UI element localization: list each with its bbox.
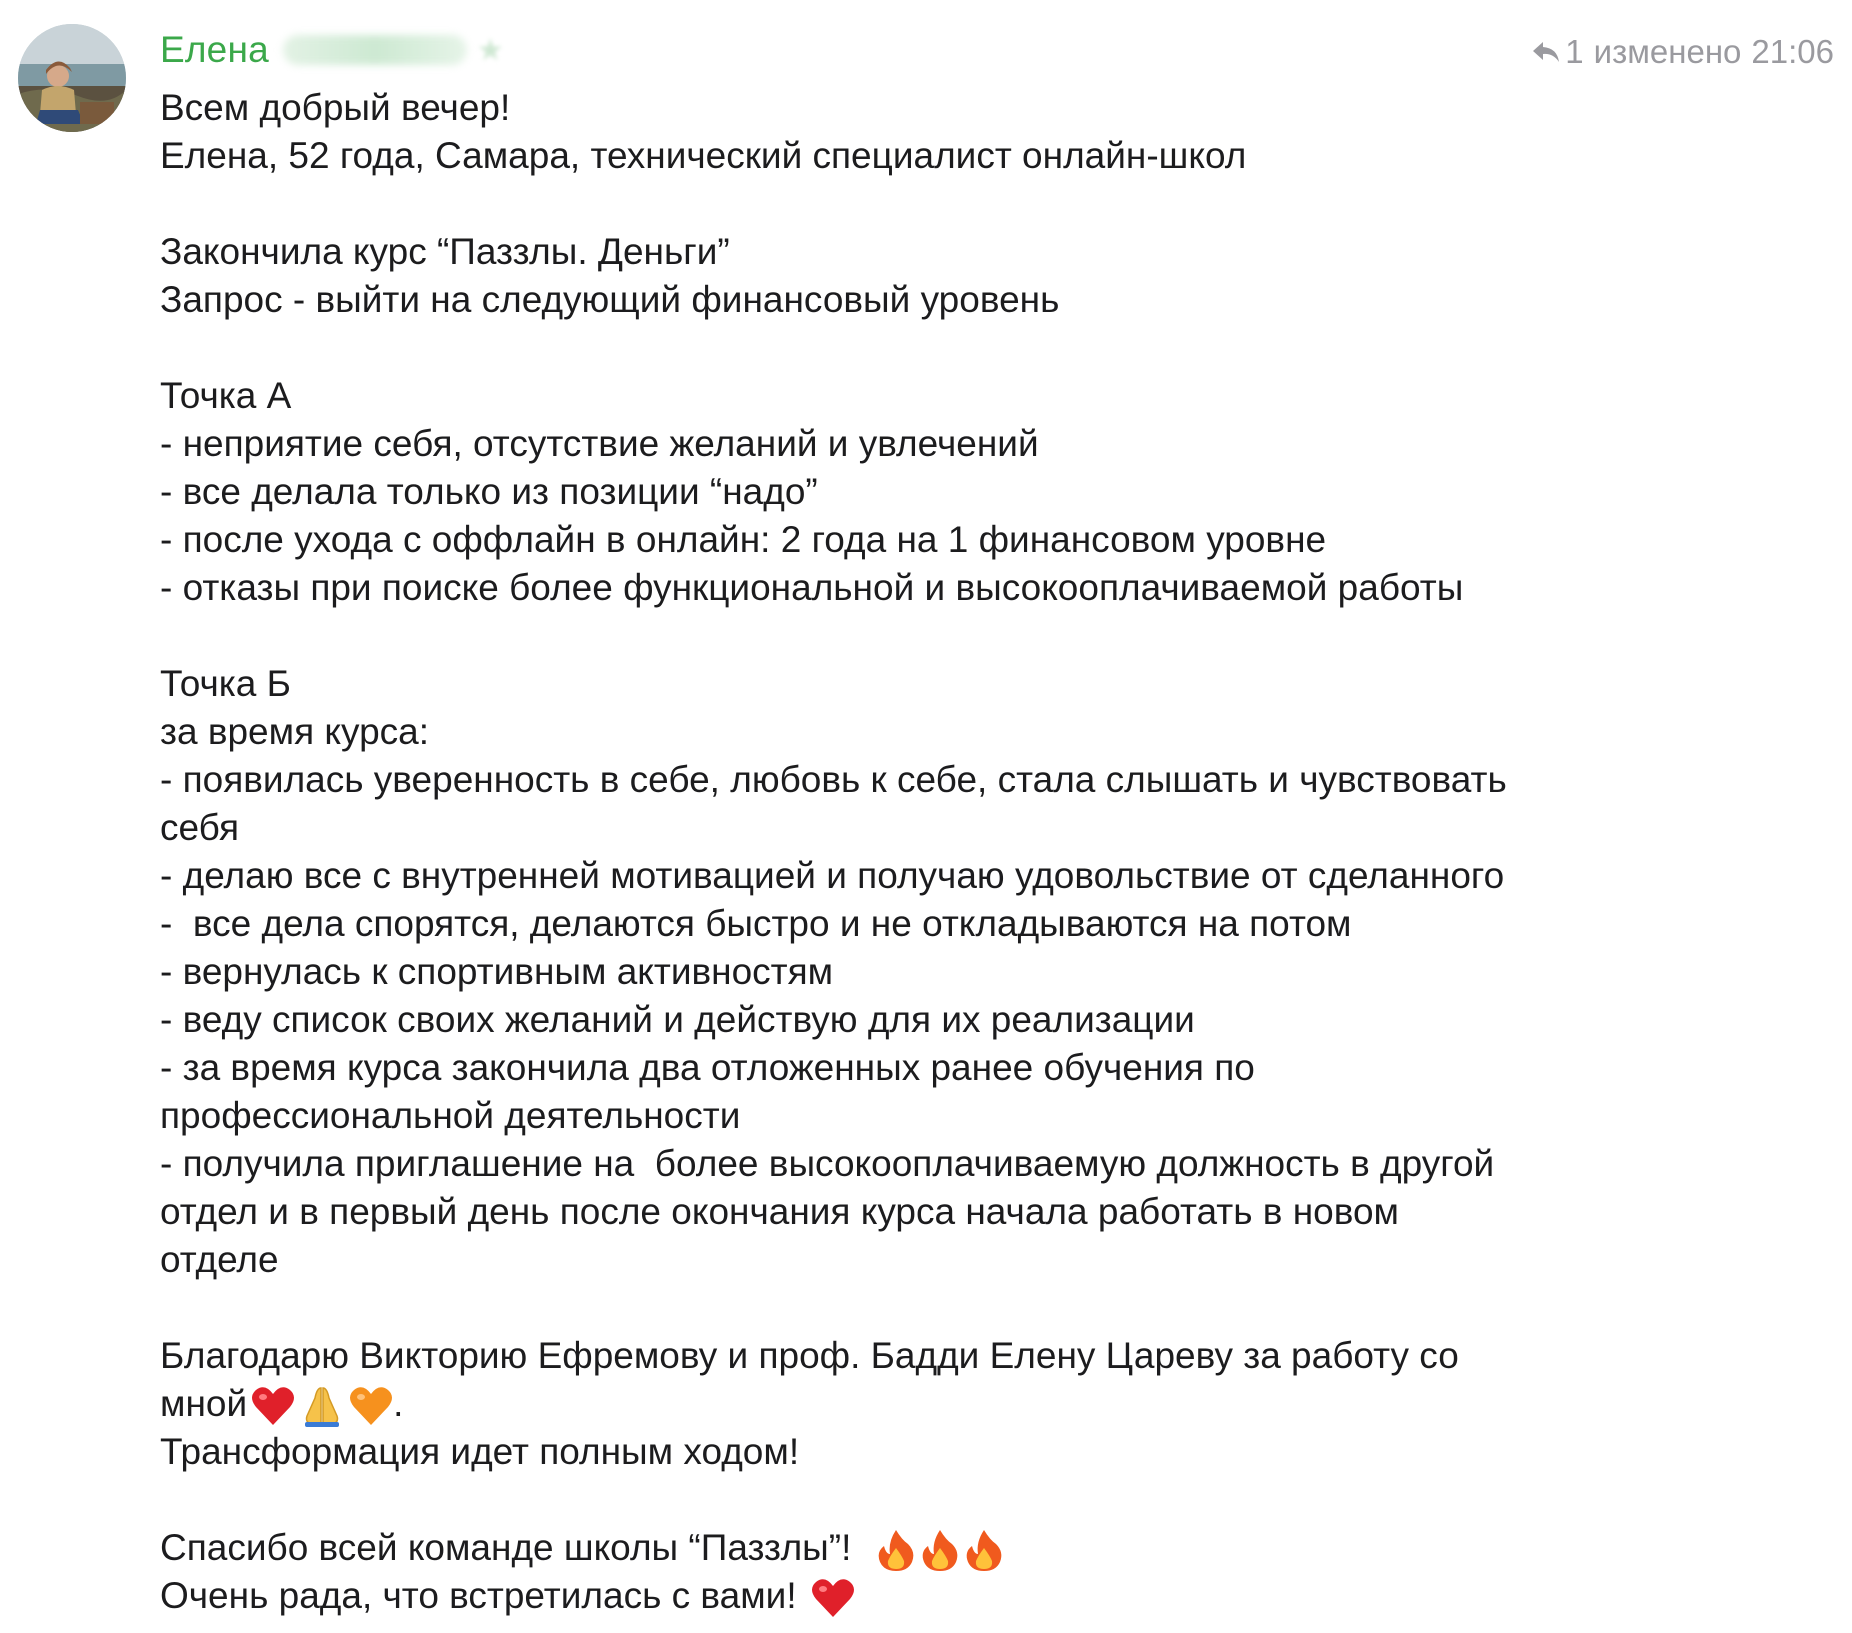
list-item: - получила приглашение на более высокооплачиваемую должность в другой [160,1143,1495,1184]
message-header [160,22,504,78]
avatar[interactable] [18,24,126,132]
list-item: - после ухода с оффлайн в онлайн: 2 года на 1 финансовом уровне [160,519,1327,560]
text-line: Закончила курс “Паззлы. Деньги” [160,231,730,272]
list-item-continued: отделе [160,1239,279,1280]
list-item-continued: себя [160,807,240,848]
red-heart-icon [811,1577,855,1619]
section-title-point-a: Точка А [160,375,292,416]
text-line: Запрос - выйти на следующий финансовый уровень [160,279,1060,320]
list-item: - отказы при поиске более функциональной и высокооплачиваемой работы [160,567,1464,608]
blank-line [160,1476,1800,1524]
message-body [160,84,1800,1620]
author-surname-redacted [283,35,467,65]
section-title-point-b: Точка Б [160,663,291,704]
fire-icon [964,1528,1004,1572]
list-item: - делаю все с внутренней мотивацией и получаю удовольствие от сделанного [160,855,1505,896]
fire-icon [920,1528,960,1572]
blank-line [160,324,1800,372]
text-fragment: мной [160,1383,248,1424]
edited-label: изменено [1593,33,1742,70]
list-item: - все дела спорятся, делаются быстро и не откладываются на потом [160,903,1352,944]
list-item: - появилась уверенность в себе, любовь к себе, стала слышать и чувствовать [160,759,1507,800]
text-line: Трансформация идет полным ходом! [160,1431,800,1472]
blank-line [160,612,1800,660]
author-name[interactable]: Елена [160,29,269,70]
red-heart-icon [251,1385,295,1427]
list-item: - за время курса закончила два отложенных ранее обучения по [160,1047,1255,1088]
message-time: 21:06 [1751,33,1834,70]
list-item-continued: отдел и в первый день после окончания курса начала работать в новом [160,1191,1399,1232]
text-line: Благодарю Викторию Ефремову и проф. Бадди Елену Цареву за работу со [160,1335,1459,1376]
list-item: - веду список своих желаний и действую для их реализации [160,999,1195,1040]
orange-heart-icon [349,1385,393,1427]
avatar-photo [18,24,126,132]
list-item: - вернулась к спортивным активностям [160,951,834,992]
blank-line [160,1284,1800,1332]
list-item: - все делала только из позиции “надо” [160,471,818,512]
text-fragment: Спасибо всей команде школы “Паззлы”! [160,1527,852,1568]
text-line-with-emoji [160,1380,1800,1428]
reply-icon[interactable] [1531,39,1561,65]
fire-icon [876,1528,916,1572]
star-icon: ★ [476,33,504,67]
text-line: Всем добрый вечер! [160,87,511,128]
text-fragment: Очень рада, что встретилась с вами! [160,1575,797,1616]
reply-count[interactable]: 1 [1565,33,1584,70]
text-fragment: . [393,1383,404,1424]
text-line-with-emoji [160,1572,1800,1620]
text-line: за время курса: [160,711,430,752]
folded-hands-icon [299,1384,345,1428]
text-line-with-emoji [160,1524,1800,1572]
blank-line [160,180,1800,228]
message-meta [1531,28,1834,76]
list-item-continued: профессиональной деятельности [160,1095,741,1136]
text-line: Елена, 52 года, Самара, технический специалист онлайн-школ [160,135,1247,176]
list-item: - неприятие себя, отсутствие желаний и увлечений [160,423,1039,464]
